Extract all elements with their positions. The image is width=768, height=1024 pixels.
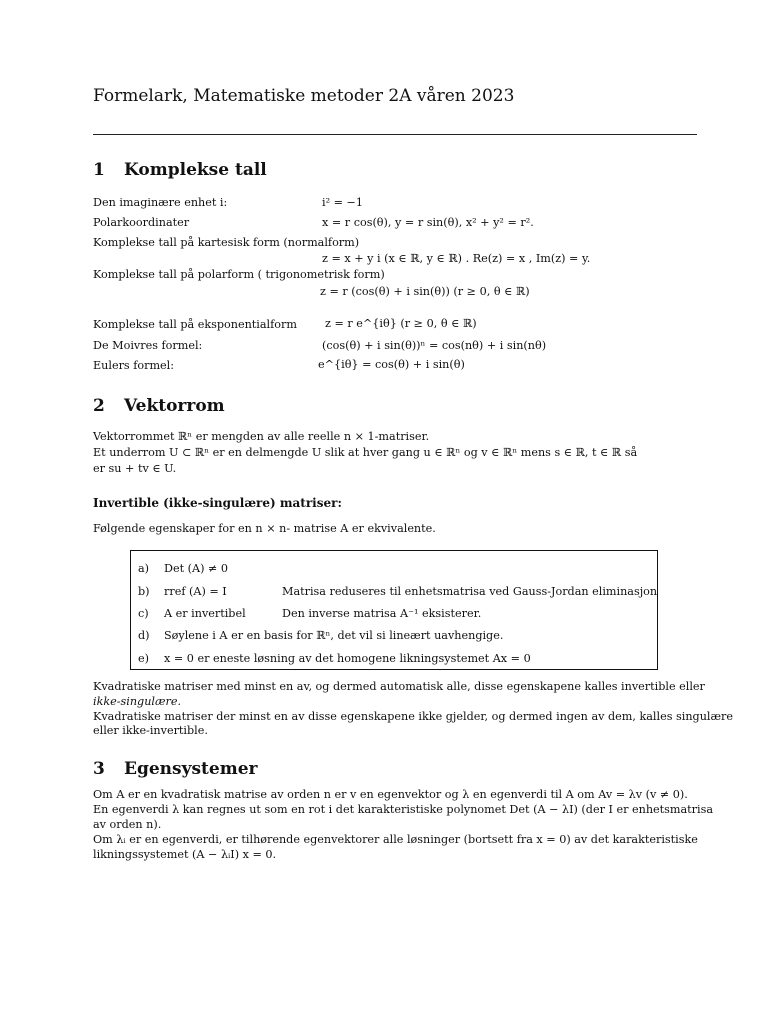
equivalence-item: [138, 629, 503, 642]
section-number: 3: [93, 759, 105, 779]
invertible-definition: Kvadratiske matriser med minst en av, og dermed automatisk alle, disse egenskapene kalles invertible eller: [93, 680, 705, 693]
item-key: e): [138, 652, 149, 665]
moivre-label: De Moivres formel:: [93, 339, 203, 352]
eigen-vectors-cont: likningssystemet (A − λᵢI) x = 0.: [93, 848, 277, 861]
eigen-vectors: Om λᵢ er en egenverdi, er tilhørende egenvektorer alle løsninger (bortsett fra x = 0) av det karakteristiske: [93, 833, 698, 846]
equivalence-item: [138, 562, 228, 575]
section-heading-vector: [93, 396, 225, 416]
title-rule: [93, 134, 697, 135]
section-heading-complex: [93, 160, 267, 180]
eigen-polynomial-cont: av orden n).: [93, 818, 162, 831]
cartesian-form-formula: z = x + y i (x ∈ ℝ, y ∈ ℝ) . Re(z) = x , Im(z) = y.: [322, 252, 591, 265]
polar-coord-formula: x = r cos(θ), y = r sin(θ), x² + y² = r².: [322, 216, 534, 229]
equivalence-item: [138, 652, 531, 665]
section-title: Egensystemer: [124, 759, 258, 779]
section-heading-eigen: [93, 759, 257, 779]
item-note: Matrisa reduseres til enhetsmatrisa ved Gauss-Jordan eliminasjon: [282, 585, 658, 598]
item-key: c): [138, 607, 149, 620]
item-key: a): [138, 562, 150, 575]
document-title: Formelark, Matematiske metoder 2A våren 2023: [93, 86, 515, 106]
item-key: b): [138, 585, 150, 598]
section-number: 2: [93, 396, 105, 416]
subspace-definition-cont: er su + tv ∈ U.: [93, 462, 177, 475]
moivre-formula: (cos(θ) + i sin(θ))ⁿ = cos(nθ) + i sin(nθ): [322, 339, 547, 352]
polar-form-formula: z = r (cos(θ) + i sin(θ)) (r ≥ 0, θ ∈ ℝ): [320, 285, 530, 298]
item-text: rref (A) = I: [164, 585, 227, 598]
invertible-intro: Følgende egenskaper for en n × n- matrise A er ekvivalente.: [93, 522, 436, 535]
imag-unit-label: Den imaginære enhet i:: [93, 196, 228, 209]
vector-space-definition: Vektorrommet ℝⁿ er mengden av alle reelle n × 1-matriser.: [93, 430, 430, 443]
section-number: 1: [93, 160, 105, 180]
singular-definition-cont: eller ikke-invertible.: [93, 724, 208, 737]
eigen-polynomial: En egenverdi λ kan regnes ut som en rot i det karakteristiske polynomet Det (A − λI) (der I er enhetsmatrisa: [93, 803, 713, 816]
imag-unit-formula: i² = −1: [322, 196, 364, 209]
singular-definition: Kvadratiske matriser der minst en av disse egenskapene ikke gjelder, og dermed ingen av dem, kalles singulære: [93, 710, 733, 723]
exp-form-label: Komplekse tall på eksponentialform: [93, 318, 297, 331]
section-title: Vektorrom: [124, 396, 225, 416]
subspace-definition: Et underrom U ⊂ ℝⁿ er en delmengde U slik at hver gang u ∈ ℝⁿ og v ∈ ℝⁿ mens s ∈ ℝ, t ∈ ℝ så: [93, 446, 638, 459]
polar-coord-label: Polarkoordinater: [93, 216, 190, 229]
item-text: Søylene i A er en basis for ℝⁿ, det vil si lineært uavhengige.: [164, 629, 504, 642]
polar-form-label: Komplekse tall på polarform ( trigonometrisk form): [93, 268, 385, 281]
item-note: Den inverse matrisa A⁻¹ eksisterer.: [282, 607, 482, 620]
invertible-definition-cont: ikke-singulære.: [93, 695, 182, 708]
eigen-definition: Om A er en kvadratisk matrise av orden n er v en egenvektor og λ en egenverdi til A om Av = λv (v ≠ 0).: [93, 788, 688, 801]
exp-form-formula: z = r e^{iθ} (r ≥ 0, θ ∈ ℝ): [325, 317, 477, 330]
item-text: Det (A) ≠ 0: [164, 562, 229, 575]
cartesian-form-label: Komplekse tall på kartesisk form (normalform): [93, 236, 360, 249]
equivalence-item: [138, 607, 246, 620]
euler-formula: e^{iθ} = cos(θ) + i sin(θ): [318, 358, 465, 371]
item-key: d): [138, 629, 150, 642]
equivalence-item: [138, 585, 227, 598]
item-text: A er invertibel: [164, 607, 246, 620]
item-text: x = 0 er eneste løsning av det homogene likningsystemet Ax = 0: [164, 652, 531, 665]
invertible-subheading: Invertible (ikke-singulære) matriser:: [93, 496, 342, 510]
section-title: Komplekse tall: [124, 160, 267, 180]
euler-label: Eulers formel:: [93, 359, 175, 372]
